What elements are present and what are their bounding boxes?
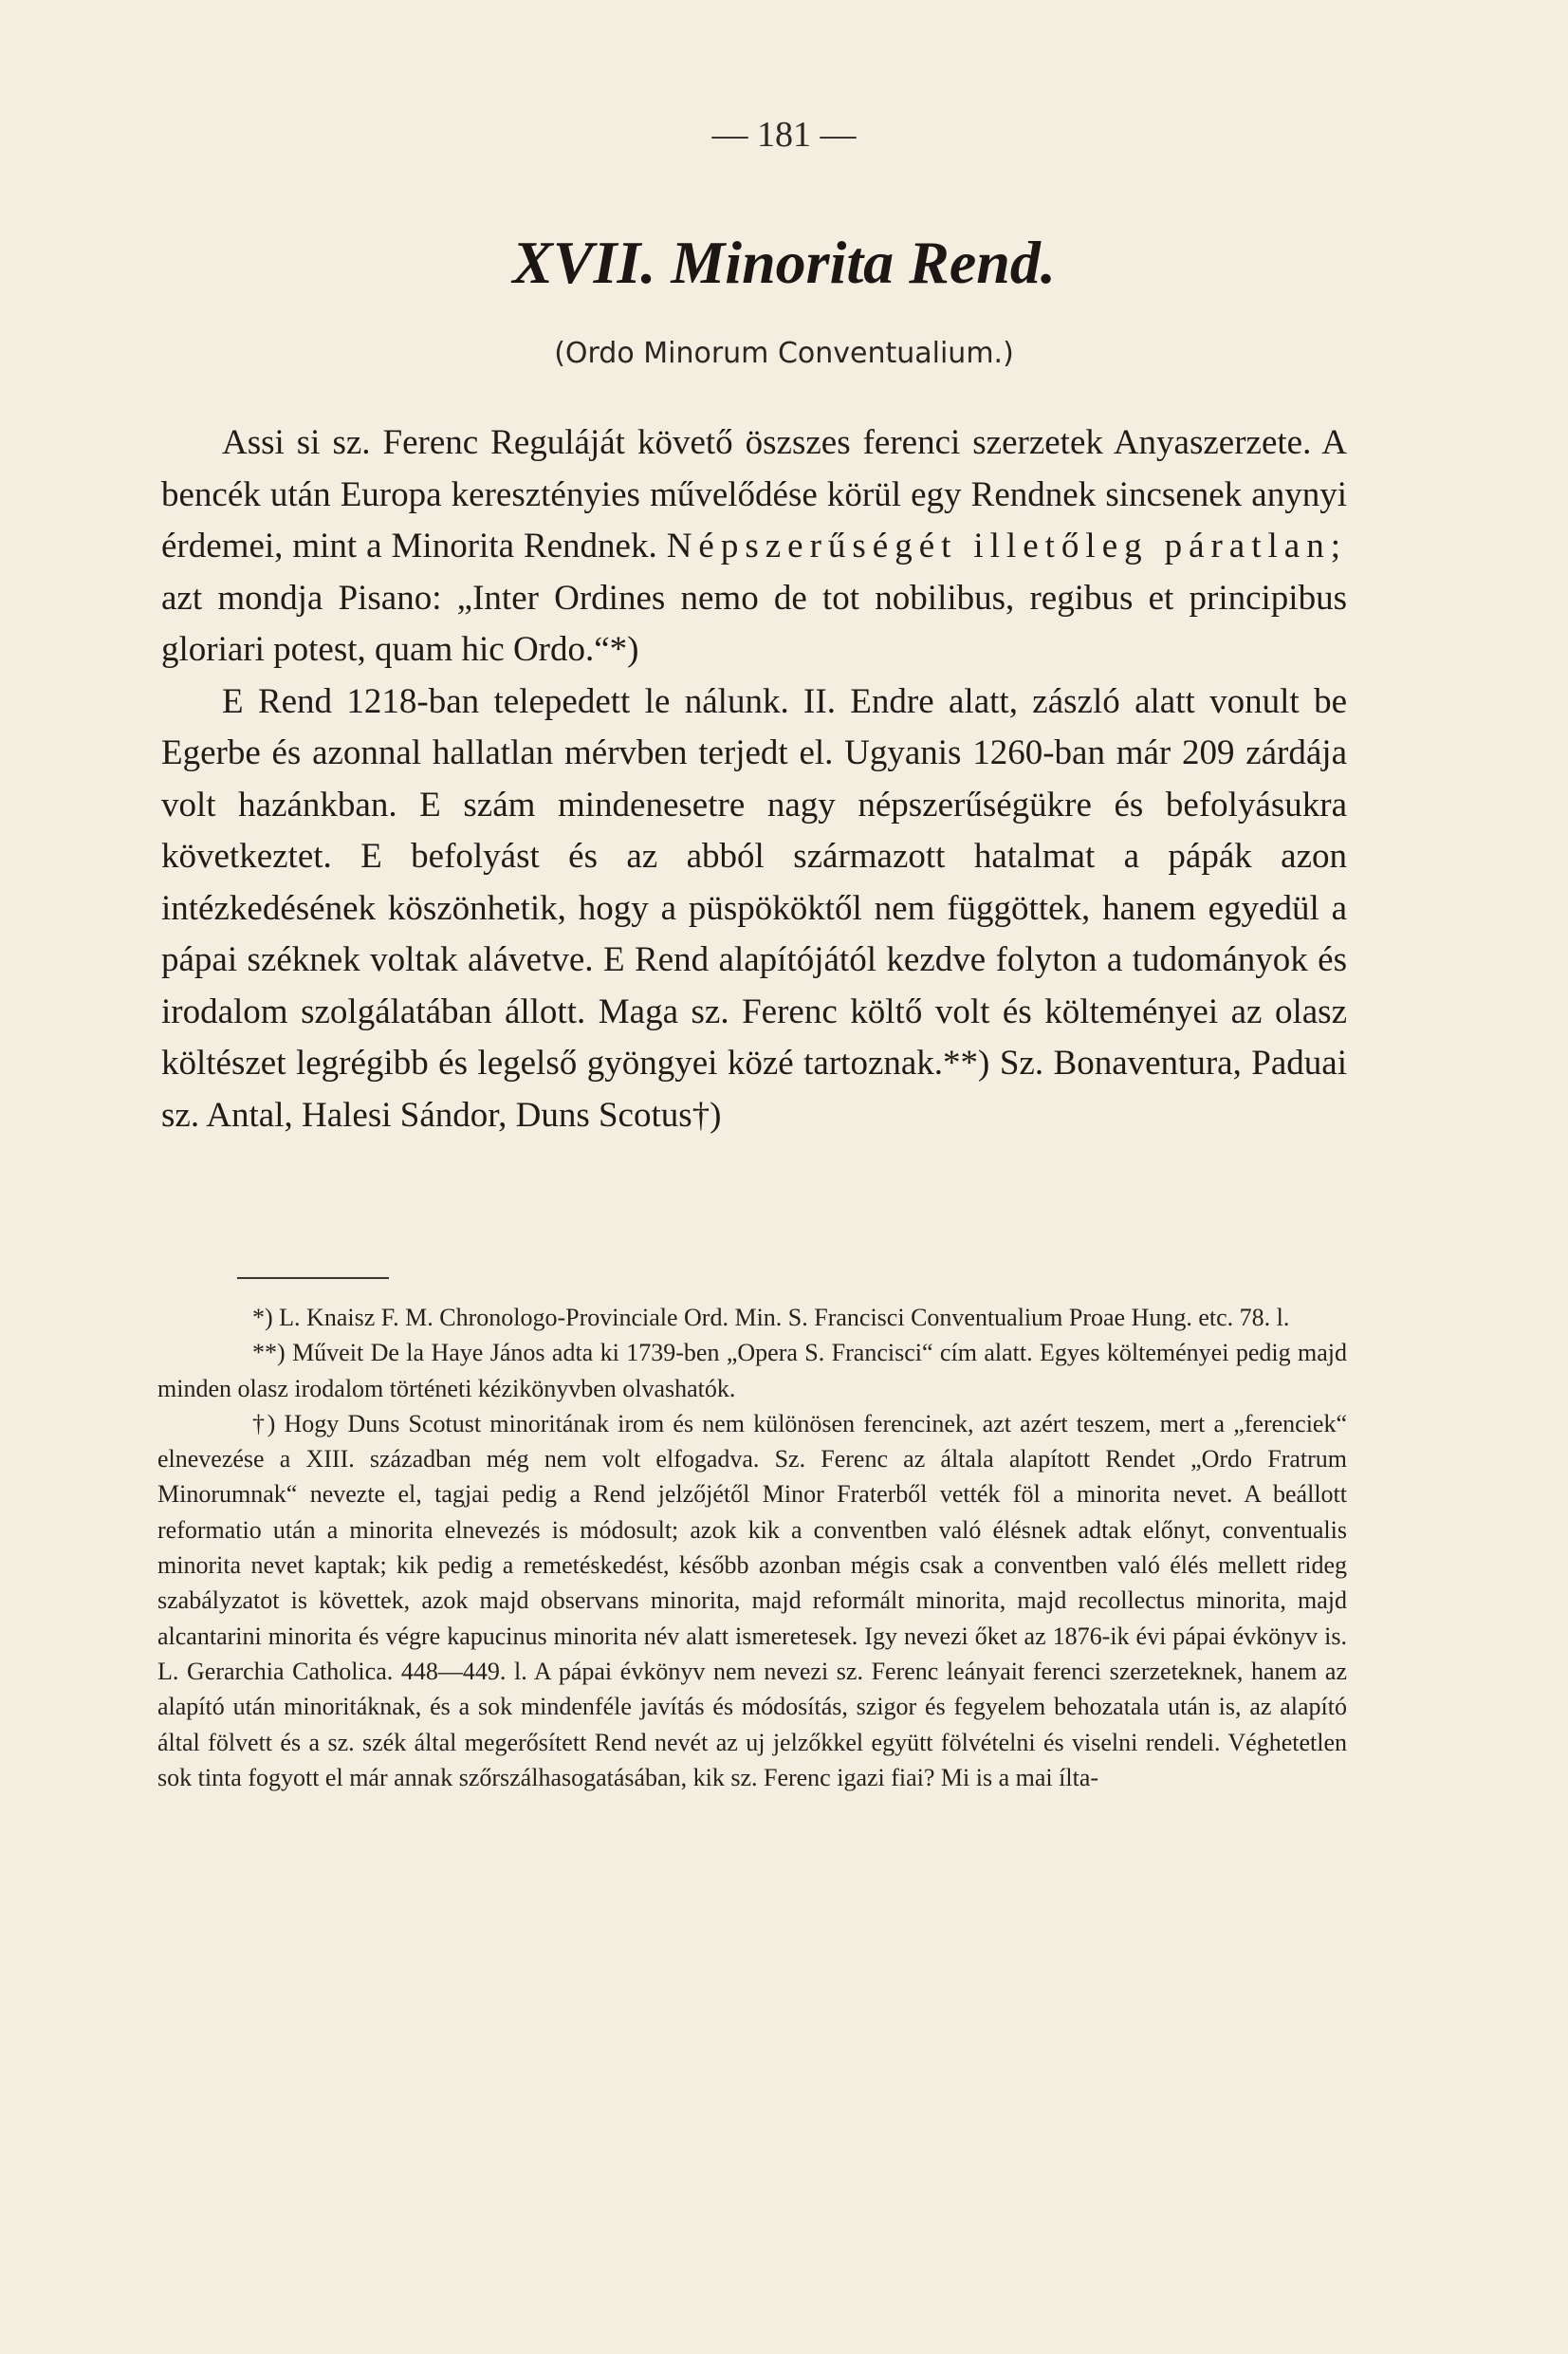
footnote: *) L. Knaisz F. M. Chronologo-Provinciale Ord. Min. S. Francisci Conventualium Proae Hung. etc. 78. l. — [252, 1304, 1290, 1331]
footnote: †) Hogy Duns Scotust minoritának irom és nem különösen ferencinek, azt azért teszem, mert a „ferenciek“ elnevezése a XIII. században még nem volt elfogadva. Sz. Ferenc az általa alapított Rendet „Ordo Fratrum Minorumnak“ nevezte el, tagjai pedig a Rend jelzőjétől Minor Fraterből vették föl a minorita nevet. A beállott reformatio után a minorita elnevezés is módosult; azok kik a conventben való élésnek adtak előnyt, conventualis minorita nevet kaptak; kik pedig a remetéskedést, később azonban mégis csak a conventben való élés mellett rideg szabályzatot is követtek, azok majd observans minorita, majd reformált minorita, majd recollectus minorita, majd alcantarini minorita és végre kapucinus minorita név alatt ismeretesek. Igy nevezi őket az 1876-ik évi pápai évkönyv is. L. Gerarchia Catholica. 448—449. l. A pápai évkönyv nem nevezi sz. Ferenc leányait ferenci szerzeteknek, hanem az alapító után minoritáknak, és a sok mindenféle javítás és módosítás, szigor és fegyelem behozatala után is, az alapító által fölvett és a sz. szék által megerősített Rend nevét az uj jelzőkkel együtt fölvételni és viselni rendeli. Véghetetlen sok tinta fogyott el már annak szőrszálhasogatásában, kik sz. Ferenc igazi fiai? Mi is a mai ílta- — [157, 1409, 1347, 1791]
chapter-title: XVII. Minorita Rend. — [512, 229, 1056, 296]
paragraph-text: Assi si sz. Ferenc Reguláját követő öszszes ferenci szerzetek Anyaszerzete. A bencék után Europa keresztényies művelődése körül egy Rendnek sincsenek anynyi érdemei, mint a Minorita Rendnek. — [161, 423, 1347, 565]
footnote-divider — [237, 1277, 389, 1279]
paragraph — [161, 417, 1347, 677]
paragraph-text: azt mondja Pisano: „Inter Ordines nemo de tot nobilibus, regibus et principibus gloriari potest, quam hic Ordo.“*) — [161, 578, 1347, 669]
main-text — [161, 417, 1347, 1141]
page-number: — 181 — — [711, 115, 857, 155]
footnote: **) Műveit De la Haye János adta ki 1739-ben „Opera S. Francisci“ cím alatt. Egyes költeményei pedig majd minden olasz irodalom történeti kézikönyvben olvashatók. — [157, 1339, 1347, 1402]
chapter-subtitle: (Ordo Minorum Conventualium.) — [554, 337, 1014, 370]
spaced-emphasis: Népszerűségét illetőleg páratlan; — [666, 527, 1347, 565]
paragraph: E Rend 1218-ban telepedett le nálunk. II. Endre alatt, zászló alatt vonult be Egerbe és azonnal hallatlan mérvben terjedt el. Ugyanis 1260-ban már 209 zárdája volt hazánkban. E szám mindenesetre nagy népszerűségükre és befolyásukra következtet. E befolyást és az abból származott hatalmat a pápák azon intézkedésének köszönhetik, hogy a püspököktől nem függöttek, hanem egyedül a pápai széknek voltak alávetve. E Rend alapítójától kezdve folyton a tudományok és irodalom szolgálatában állott. Maga sz. Ferenc költő volt és költeményei az olasz költészet legrégibb és legelső gyöngyei közé tartoznak.**) Sz. Bonaventura, Paduai sz. Antal, Halesi Sándor, Duns Scotus†) — [161, 681, 1347, 1135]
footnotes — [157, 1300, 1347, 1795]
